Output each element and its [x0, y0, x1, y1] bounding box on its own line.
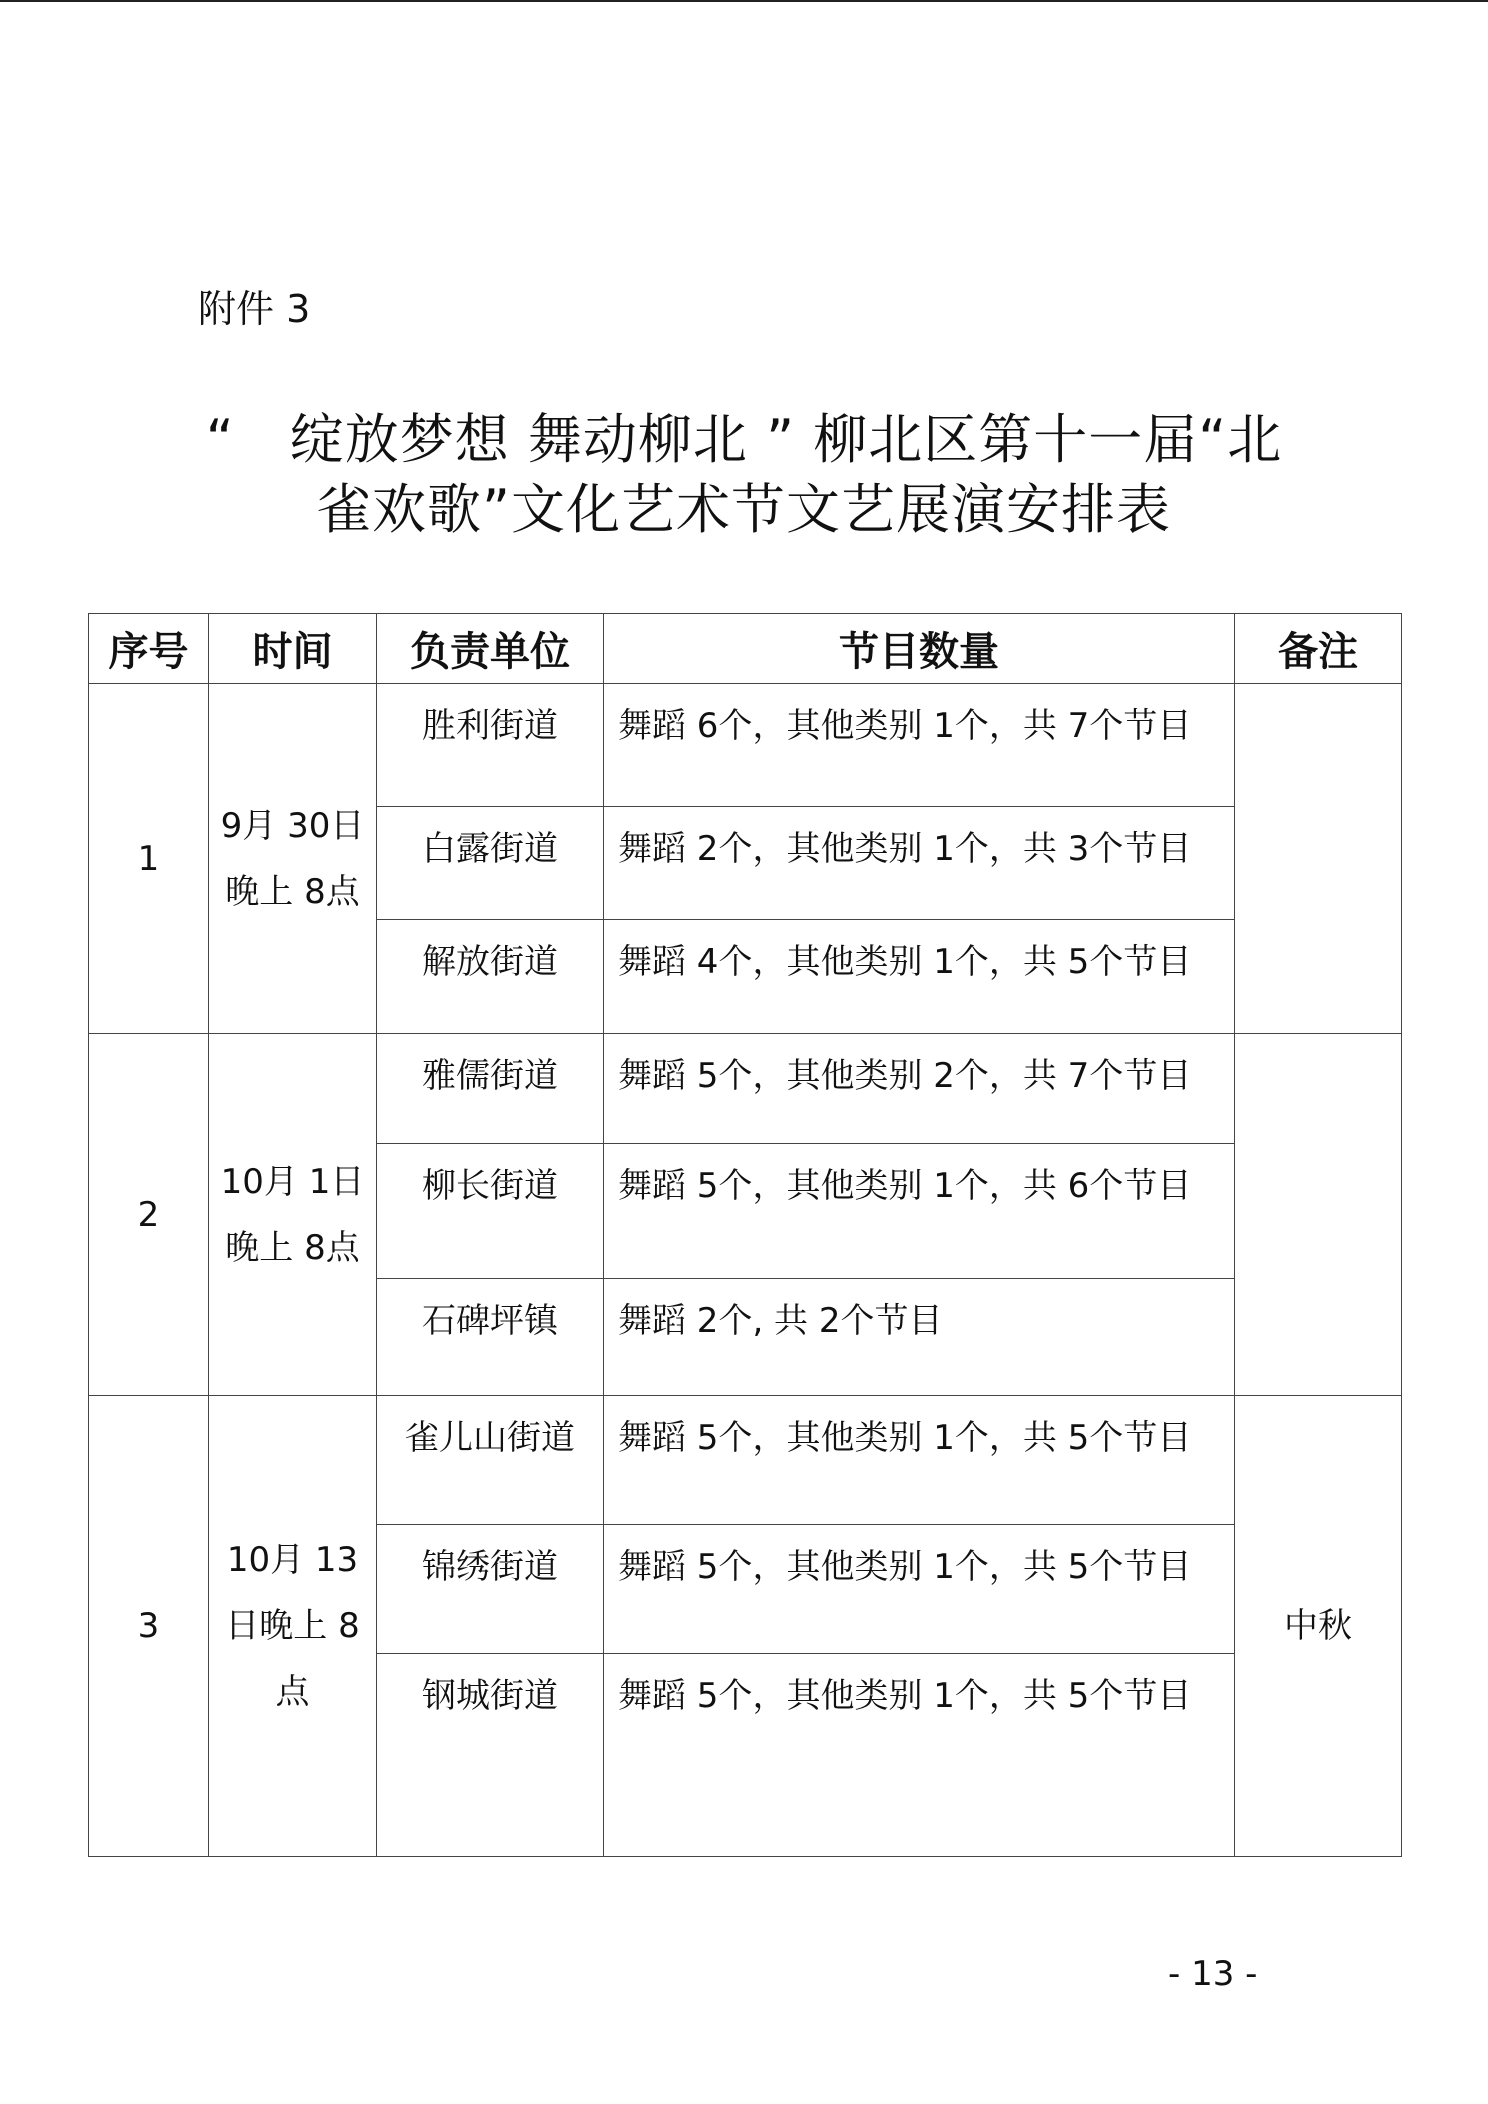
header-note: 备注 [1235, 614, 1402, 684]
program-count: 舞蹈 5个，其他类别 2个，共 7个节目 [604, 1034, 1235, 1144]
responsible-unit: 柳长街道 [377, 1144, 604, 1279]
date-line: 10月 1日 [220, 1161, 365, 1202]
table-row [89, 684, 1402, 807]
responsible-unit: 解放街道 [377, 920, 604, 1034]
row-note: 中秋 [1235, 1396, 1402, 1857]
program-count: 舞蹈 4个，其他类别 1个，共 5个节目 [604, 920, 1235, 1034]
header-time: 时间 [209, 614, 377, 684]
row-date [209, 684, 377, 1034]
program-count: 舞蹈 2个，其他类别 1个，共 3个节目 [604, 807, 1235, 920]
document-title-line-2: 雀欢歌”文化艺术节文艺展演安排表 [317, 478, 1171, 541]
program-count: 舞蹈 5个，其他类别 1个，共 5个节目 [604, 1654, 1235, 1857]
date-line: 晚上 8点 [225, 1227, 360, 1268]
responsible-unit: 白露街道 [377, 807, 604, 920]
responsible-unit: 石碑坪镇 [377, 1279, 604, 1396]
document-title-line-1: “ 绽放梦想 舞动柳北 ” 柳北区第十一届“北 [205, 408, 1283, 471]
header-no: 序号 [89, 614, 209, 684]
header-programs: 节目数量 [604, 614, 1235, 684]
program-count: 舞蹈 2个, 共 2个节目 [604, 1279, 1235, 1396]
responsible-unit: 锦绣街道 [377, 1525, 604, 1654]
row-number: 2 [89, 1034, 209, 1396]
table-header-row [89, 614, 1402, 684]
attachment-label: 附件 3 [198, 287, 311, 331]
row-note [1235, 1034, 1402, 1396]
row-number: 3 [89, 1396, 209, 1857]
responsible-unit: 雀儿山街道 [377, 1396, 604, 1525]
date-line: 点 [275, 1672, 310, 1712]
program-count: 舞蹈 5个，其他类别 1个，共 5个节目 [604, 1396, 1235, 1525]
responsible-unit: 胜利街道 [377, 684, 604, 807]
date-line: 晚上 8点 [225, 871, 360, 912]
date-line: 10月 13 [226, 1540, 359, 1580]
program-count: 舞蹈 5个，其他类别 1个，共 5个节目 [604, 1525, 1235, 1654]
top-border-line [0, 0, 1488, 2]
responsible-unit: 钢城街道 [377, 1654, 604, 1857]
date-line: 日晚上 8 [225, 1606, 360, 1646]
responsible-unit: 雅儒街道 [377, 1034, 604, 1144]
program-count: 舞蹈 5个，其他类别 1个，共 6个节目 [604, 1144, 1235, 1279]
date-line: 9月 30日 [220, 805, 365, 846]
program-count: 舞蹈 6个，其他类别 1个，共 7个节目 [604, 684, 1235, 807]
header-unit: 负责单位 [377, 614, 604, 684]
row-number: 1 [89, 684, 209, 1034]
row-note [1235, 684, 1402, 1034]
page-number: - 13 - [1168, 1954, 1258, 1994]
table-row [89, 1396, 1402, 1525]
schedule-table [88, 613, 1402, 1857]
row-date [209, 1034, 377, 1396]
table-row [89, 1034, 1402, 1144]
row-date [209, 1396, 377, 1857]
